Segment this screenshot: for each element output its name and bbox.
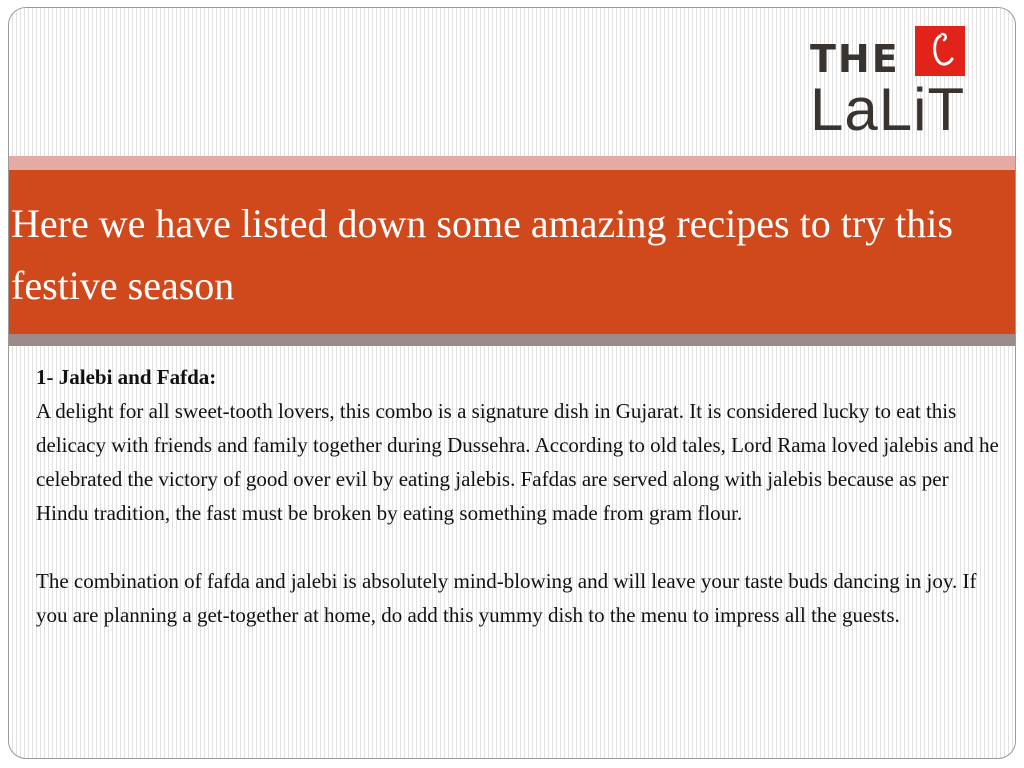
recipe-paragraph-1: A delight for all sweet-tooth lovers, this combo is a signature dish in Gujarat. It is considered lucky to eat this delicacy with friends and family together during Dussehra. According to old tales, Lord Rama loved jalebis and he celebrated the victory of good over evil by eating jalebis. Fafdas are served along with jalebis because as per Hindu tradition, the fast must be broken by eating something made from gram flour. bbox=[36, 399, 999, 525]
header-band-light bbox=[9, 156, 1015, 170]
paragraph-spacer bbox=[36, 530, 1001, 564]
header-band-shadow bbox=[9, 334, 1015, 346]
logo-text-lalit: LaLiT bbox=[810, 76, 966, 143]
the-lalit-logo bbox=[810, 24, 996, 144]
recipe-paragraph-2: The combination of fafda and jalebi is absolutely mind-blowing and will leave your taste buds dancing in joy. If you are planning a get-together at home, do add this yummy dish to the menu to impress all the guests. bbox=[36, 569, 977, 627]
lalit-mark-icon bbox=[915, 26, 965, 76]
logo-text-the: THE bbox=[810, 37, 900, 81]
recipe-section bbox=[36, 360, 1001, 632]
slide bbox=[8, 7, 1016, 759]
slide-title: Here we have listed down some amazing recipes to try this festive season bbox=[11, 201, 953, 308]
recipe-heading: 1- Jalebi and Fafda: bbox=[36, 365, 217, 389]
